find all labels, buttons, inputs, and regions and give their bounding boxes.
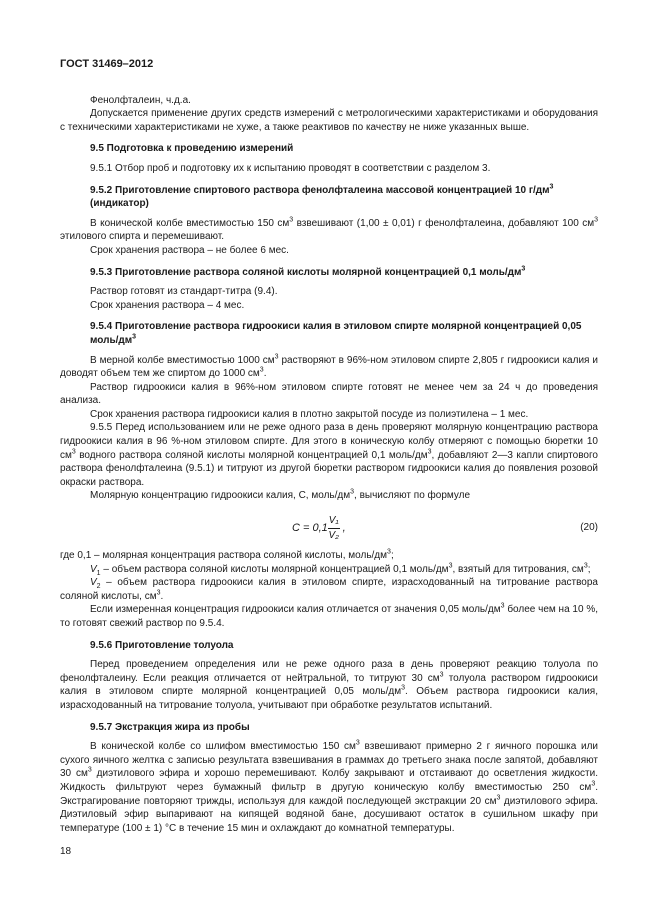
paragraph: Срок хранения раствора гидроокиси калия в плотно закрытой посуде из полиэтилена – 1 мес. <box>90 408 529 420</box>
paragraph: Фенолфталеин, ч.д.а. <box>90 94 191 106</box>
document-page <box>60 58 598 835</box>
paragraph: В мерной колбе вместимостью 1000 $см^3$ растворяют в 96%-ном этиловом спирте 2,805 г гидроокиси калия и доводят объем тем же спиртом до 1000 $см^3$. <box>60 353 598 380</box>
formula-fraction: $\frac{\text{V₁}}{\text{V₂}}$ <box>328 515 339 541</box>
section-heading: 9.5.7 Экстракция жира из пробы <box>90 721 250 733</box>
paragraph: В конической колбе со шлифом вместимостью 150 $см^3$ взвешивают примерно 2 г яичного порошка или сухого яичного желтка с записью результата взвешивания в граммах до третьего знака после запятой, добавляют 30 $см^3$ диэтилового эфира и хорошо перемешивают. Колбу закрывают и отстаивают до осветления жидкости. Жидкость фильтруют через бумажный фильтр в другую коническую колбу вместимостью 250 $см^3$. Экстрагирование повторяют трижды, используя для каждой последующей экстракции 20 $см^3$ диэтилового эфира. Диэтиловый эфир выпаривают на кипящей водяной бане, досушивают остаток в сушильном шкафу при температуре (100 ± 1) °С в течение 15 мин и охлаждают до комнатной температуры. <box>60 739 599 834</box>
section-heading: 9.5.6 Приготовление толуола <box>90 639 234 651</box>
where-clause: $V_2$ – объем раствора гидроокиси калия в этиловом спирте, израсходованный на титрование раствора соляной кислоты, $см^3$. <box>60 577 598 602</box>
formula-number: (20) <box>580 522 598 534</box>
where-clause: где 0,1 – молярная концентрация раствора соляной кислоты, моль/$дм^3$; <box>60 548 394 562</box>
formula-20 <box>60 511 598 545</box>
paragraph: Допускается применение других средств измерений с метрологическими характеристиками и оборудования с техническими характеристиками не хуже, а также реактивов по качеству не ниже указанных выше. <box>60 108 598 133</box>
paragraph: Молярную концентрацию гидроокиси калия, С, моль/$дм^3$, вычисляют по формуле <box>90 489 471 502</box>
paragraph: Если измеренная концентрация гидроокиси калия отличается от значения 0,05 моль/$дм^3$ более чем на 10 %, то готовят свежий раствор по 9.5.4. <box>60 603 598 629</box>
paragraph: В конической колбе вместимостью 150 $см^3$ взвешивают (1,00 ± 0,01) г фенолфталеина, добавляют 100 $см^3$ этилового спирта и перемешивают. <box>60 216 598 243</box>
paragraph: 9.5.5 Перед использованием или не реже одного раза в день проверяют молярную концентрацию раствора гидроокиси калия в 96 %-ном этиловом спирте. Для этого в коническую колбу отмеряют с помощью бюретки 10 $см^3$ водного раствора соляной кислоты молярной концентрацией 0,1 моль/$дм^3$, добавляют 2—3 капли спиртового раствора фенолфталеина (9.5.1) и титруют из другой бюретки раствором гидроокиси калия до появления розовой окраски раствора. <box>60 422 598 488</box>
paragraph: 9.5.1 Отбор проб и подготовку их к испытанию проводят в соответствии с разделом 3. <box>90 162 491 174</box>
paragraph: Срок хранения раствора – 4 мес. <box>90 299 245 311</box>
paragraph: Срок хранения раствора – не более 6 мес. <box>90 244 289 256</box>
document-header: ГОСТ 31469–2012 <box>60 58 154 70</box>
section-heading: 9.5.4 Приготовление раствора гидроокиси калия в этиловом спирте молярной концентрацией 0,05 моль/$дм^3$ <box>90 321 582 346</box>
paragraph: Раствор гидроокиси калия в 96%-ном этиловом спирте готовят не менее чем за 24 ч до проведения анализа. <box>60 381 598 407</box>
section-heading: 9.5.2 Приготовление спиртового раствора фенолфталеина массовой концентрацией 10 $г/дм^3$ (индикатор) <box>90 183 554 210</box>
paragraph: Раствор готовят из стандарт-титра (9.4). <box>90 286 278 298</box>
page-number: 18 <box>60 846 72 857</box>
formula-expression: C = 0,1 $\frac{\text{V₁}}{\text{V₂}}$ , <box>292 515 346 541</box>
section-heading: 9.5.3 Приготовление раствора соляной кислоты молярной концентрацией 0,1 моль/$дм^3$ <box>90 265 526 278</box>
section-heading: 9.5 Подготовка к проведению измерений <box>90 143 294 155</box>
paragraph: Перед проведением определения или не реже одного раза в день проверяют реакцию толуола по фенолфталеину. Если реакция отличается от нейтральной, то титруют 30 $см^3$ толуола раствором гидроокиси калия в этиловом спирте молярной концентрацией 0,05 моль/$дм^3$. Объем раствора гидроокиси калия, израсходованный на титрование толуола, учитывают при обработке результатов испытаний. <box>60 659 598 711</box>
where-clause: $V_1$ – объем раствора соляной кислоты молярной концентрацией 0,1 моль/$дм^3$, взятый для титрования, $см^3$; <box>90 562 591 577</box>
